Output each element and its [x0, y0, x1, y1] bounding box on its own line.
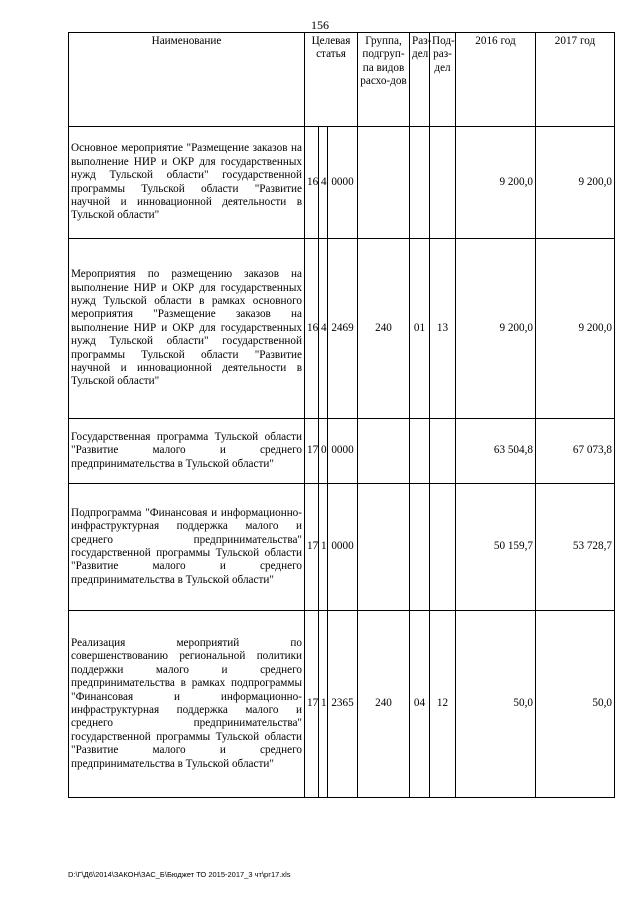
row-name: Реализация мероприятий по совершенствованию региональной политики поддержки малого и среднего предпринимательства в рамках подпрограммы "Финансовая и информационно-инфраструктурная поддержка малого и среднего предпринимательства" государственной программы Тульской области "Развитие малого и среднего предпринимательства в Тульской области" [69, 611, 305, 798]
amount-2017: 9 200,0 [536, 127, 615, 239]
file-path-footer: D:\Г\Д6\2014\ЗАКОН\ЗАС_Б\Бюджет ТО 2015-2017_3 чт\рг17.xls [68, 870, 291, 879]
amount-2016: 50,0 [456, 611, 536, 798]
subsection: 12 [430, 611, 456, 798]
subsection [430, 419, 456, 484]
amount-2017: 9 200,0 [536, 239, 615, 419]
target-code-part1: 16 [305, 127, 319, 239]
table-row [69, 611, 615, 798]
header-2017: 2017 год [536, 33, 615, 127]
amount-2016: 63 504,8 [456, 419, 536, 484]
target-code-part3: 0000 [328, 419, 358, 484]
row-name: Мероприятия по размещению заказов на выполнение НИР и ОКР для государственных нужд Тульской области в рамках основного мероприятия "Размещение заказов на выполнение НИР и ОКР для государственных нужд Тульской области" государственной программы Тульской области "Развитие научной и инновационной деятельности в Тульской области" [69, 239, 305, 419]
table-row [69, 239, 615, 419]
target-code-part2: 0 [319, 419, 328, 484]
amount-2016: 50 159,7 [456, 484, 536, 611]
section [410, 484, 430, 611]
header-expense-group: Группа, подгруп-па видов расхо-дов [358, 33, 410, 127]
target-code-part3: 2469 [328, 239, 358, 419]
expense-group [358, 484, 410, 611]
table-row [69, 127, 615, 239]
row-name: Основное мероприятие "Размещение заказов на выполнение НИР и ОКР для государственных нужд Тульской области" государственной программы Тульской области "Развитие научной и инновационной деятельности в Тульской области" [69, 127, 305, 239]
section: 01 [410, 239, 430, 419]
target-code-part3: 0000 [328, 484, 358, 611]
table-row [69, 484, 615, 611]
amount-2017: 53 728,7 [536, 484, 615, 611]
header-name: Наименование [69, 33, 305, 127]
budget-table [68, 32, 615, 798]
amount-2017: 50,0 [536, 611, 615, 798]
header-target-article: Целевая статья [305, 33, 358, 127]
expense-group: 240 [358, 611, 410, 798]
section: 04 [410, 611, 430, 798]
header-subsection: Под-раз-дел [430, 33, 456, 127]
target-code-part2: 1 [319, 611, 328, 798]
amount-2016: 9 200,0 [456, 127, 536, 239]
table-header-row [69, 33, 615, 127]
subsection [430, 484, 456, 611]
expense-group: 240 [358, 239, 410, 419]
target-code-part1: 16 [305, 239, 319, 419]
row-name: Государственная программа Тульской области "Развитие малого и среднего предпринимательства в Тульской области" [69, 419, 305, 484]
target-code-part1: 17 [305, 419, 319, 484]
target-code-part1: 17 [305, 611, 319, 798]
subsection [430, 127, 456, 239]
target-code-part2: 4 [319, 239, 328, 419]
expense-group [358, 419, 410, 484]
header-2016: 2016 год [456, 33, 536, 127]
page-number: 156 [311, 18, 329, 32]
target-code-part1: 17 [305, 484, 319, 611]
section [410, 419, 430, 484]
row-name: Подпрограмма "Финансовая и информационно-инфраструктурная поддержка малого и среднего предпринимательства" государственной программы Тульской области "Развитие малого и среднего предпринимательства в Тульской области" [69, 484, 305, 611]
amount-2016: 9 200,0 [456, 239, 536, 419]
target-code-part2: 4 [319, 127, 328, 239]
target-code-part2: 1 [319, 484, 328, 611]
target-code-part3: 0000 [328, 127, 358, 239]
target-code-part3: 2365 [328, 611, 358, 798]
header-section: Раз-дел [410, 33, 430, 127]
subsection: 13 [430, 239, 456, 419]
amount-2017: 67 073,8 [536, 419, 615, 484]
expense-group [358, 127, 410, 239]
section [410, 127, 430, 239]
table-row [69, 419, 615, 484]
